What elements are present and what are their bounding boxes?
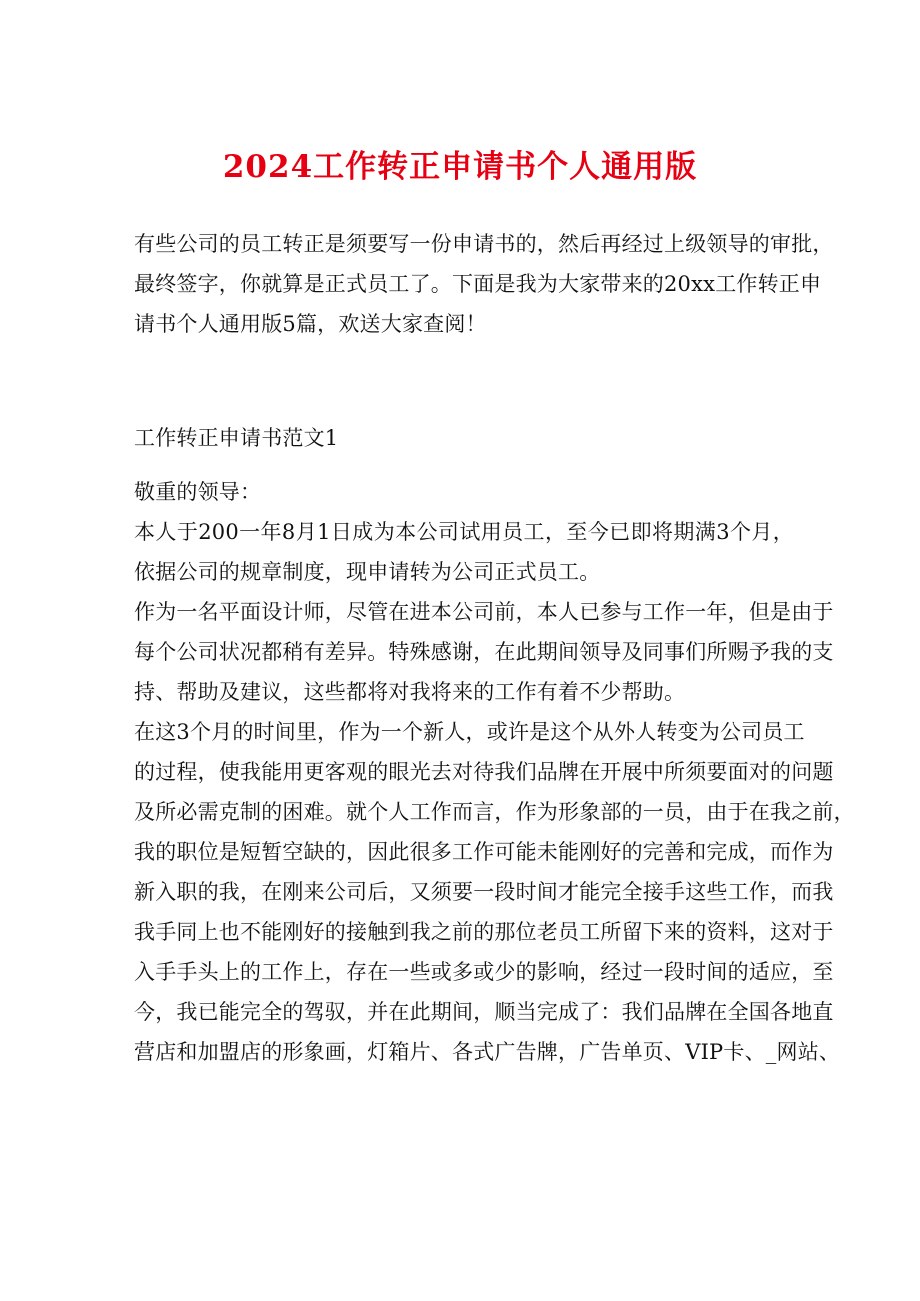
intro-paragraph: [134, 224, 834, 344]
paragraph-3: [134, 712, 855, 1072]
sample-section: [134, 418, 855, 1072]
intro-line: 有些公司的员工转正是须要写一份申请书的，然后再经过上级领导的审批，: [134, 232, 834, 256]
title-text: 2024工作转正申请书个人通用版: [222, 149, 698, 185]
intro-line: 请书个人通用版5篇，欢送大家查阅！: [134, 312, 487, 336]
paragraph-2: [134, 592, 834, 712]
paragraph-line: 的过程，使我能用更客观的眼光去对待我们品牌在开展中所须要面对的问题: [134, 760, 834, 784]
salutation: 敬重的领导：: [134, 480, 262, 504]
paragraph-line: 今，我已能完全的驾驭，并在此期间，顺当完成了：我们品牌在全国各地直: [134, 1000, 834, 1024]
paragraph-line: 作为一名平面设计师，尽管在进本公司前，本人已参与工作一年，但是由于: [134, 600, 834, 624]
paragraph-line: 每个公司状况都稍有差异。特殊感谢，在此期间领导及同事们所赐予我的支: [134, 640, 834, 664]
paragraph-line: 及所必需克制的困难。就个人工作而言，作为形象部的一员，由于在我之前，: [134, 800, 855, 824]
spacer: [134, 458, 794, 472]
paragraph-1: [134, 512, 794, 592]
paragraph-line: 营店和加盟店的形象画，灯箱片、各式广告牌，广告单页、VIP卡、_网站、: [134, 1040, 841, 1064]
intro-line: 最终签字，你就算是正式员工了。下面是我为大家带来的20xx工作转正申: [134, 272, 822, 296]
section-heading: 工作转正申请书范文1: [134, 426, 339, 450]
paragraph-line: 依据公司的规章制度，现申请转为公司正式员工。: [134, 560, 601, 584]
paragraph-line: 新入职的我，在刚来公司后，又须要一段时间才能完全接手这些工作，而我: [134, 880, 834, 904]
paragraph-line: 本人于200一年8月1日成为本公司试用员工，至今已即将期满3个月，: [134, 520, 794, 544]
paragraph-line: 我的职位是短暂空缺的，因此很多工作可能未能刚好的完善和完成，而作为: [134, 840, 834, 864]
paragraph-line: 我手同上也不能刚好的接触到我之前的那位老员工所留下来的资料，这对于: [134, 920, 834, 944]
document-title: [0, 145, 920, 189]
paragraph-line: 持、帮助及建议，这些都将对我将来的工作有着不少帮助。: [134, 680, 686, 704]
paragraph-line: 在这3个月的时间里，作为一个新人，或许是这个从外人转变为公司员工: [134, 720, 805, 744]
paragraph-line: 入手手头上的工作上，存在一些或多或少的影响，经过一段时间的适应，至: [134, 960, 834, 984]
